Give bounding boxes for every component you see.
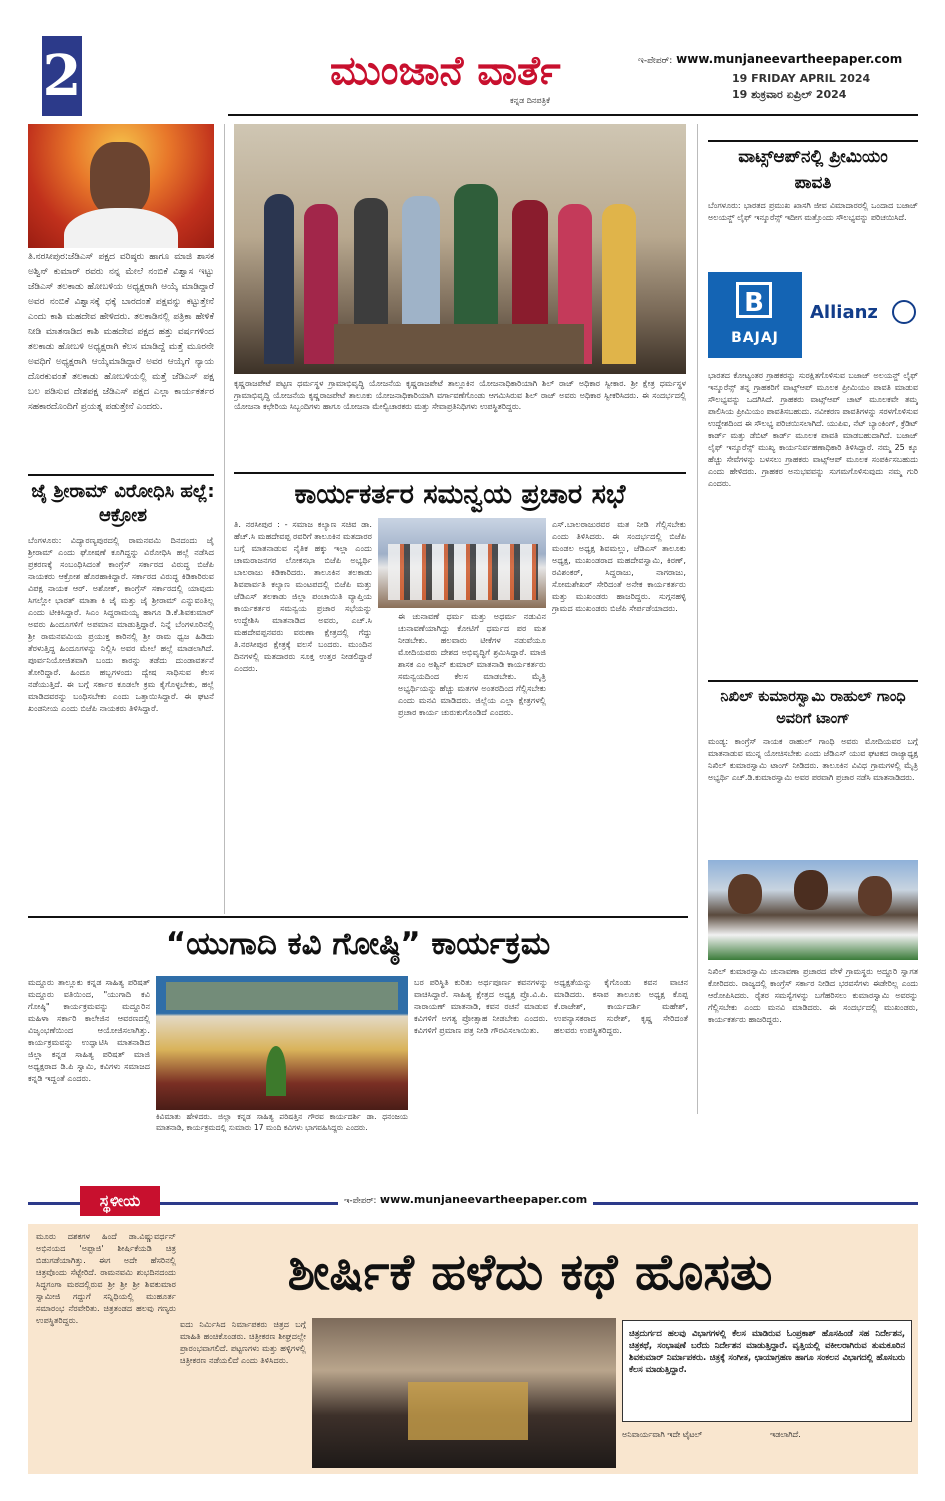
- whatsapp-body: ಭಾರತದ ಕೋಟ್ಯಂತರ ಗ್ರಾಹಕರನ್ನು ಸುರಕ್ಷಿತಗೊಳಿಸುವ ಬಜಾಜ್ ಅಲಯನ್ಜ್ ಲೈಫ್ ಇನ್ಶೂರೆನ್ಸ್ ತನ್ನ ಗ್ರಾಹಕರಿಗೆ ವಾಟ್ಸ್ಆಪ್ ಮೂಲಕ ಪ್ರೀಮಿಯಂ ಪಾವತಿ ಮಾಡುವ ಸೌಲಭ್ಯವನ್ನು ಒದಗಿಸಿದೆ. ಗ್ರಾಹಕರು ವಾಟ್ಸ್ಆಪ್ ಚಾಟ್ ಮೂಲಕವೇ ತಮ್ಮ ಪಾಲಿಸಿಯ ಪ್ರೀಮಿಯಂ ಪಾವತಿಸಬಹುದು. ನವೀಕರಣ ಪಾವತಿಗಳನ್ನು ಸರಳಗೊಳಿಸುವ ಉದ್ದೇಶದಿಂದ ಈ ಸೌಲಭ್ಯ ಪರಿಚಯಿಸಲಾಗಿದೆ. ಯುಪಿಐ, ನೆಟ್ ಬ್ಯಾಂಕಿಂಗ್, ಕ್ರೆಡಿಟ್ ಕಾರ್ಡ್ ಮತ್ತು ಡೆಬಿಟ್ ಕಾರ್ಡ್ ಮೂಲಕ ಪಾವತಿ ಮಾಡಬಹುದಾಗಿದೆ. ಬಜಾಜ್ ಲೈಫ್ ಇನ್ಶೂರೆನ್ಸ್ ಮುಖ್ಯ ಕಾರ್ಯನಿರ್ವಹಣಾಧಿಕಾರಿ ತಿಳಿಸಿದ್ದಾರೆ. ನಮ್ಮ 25 ಕ್ಕೂ ಹೆಚ್ಚು ಸೇವೆಗಳನ್ನು ಬಳಸಲು ಗ್ರಾಹಕರು ವಾಟ್ಸ್ಆಪ್ ಮೂಲಕ ಸಂಪರ್ಕಿಸಬಹುದು ಎಂದು ಹೇಳಿದರು. ಗ್ರಾಹಕರ ಅನುಭವವನ್ನು ಸುಗಮಗೊಳಿಸುವುದು ನಮ್ಮ ಗುರಿ ಎಂದರು.: [708, 371, 918, 488]
- left-story-body: ತಿ.ನರಸೀಪುರ:ಜೆಡಿಎಸ್ ಪಕ್ಷದ ವರಿಷ್ಠರು ಹಾಗೂ ಮಾಜಿ ಶಾಸಕ ಅಶ್ವಿನ್ ಕುಮಾರ್ ರವರು ನನ್ನ ಮೇಲೆ ನಂಬಿಕೆ ವಿಶ್ವಾಸ ಇಟ್ಟು ಜೆಡಿಎಸ್ ತಲಕಾಡು ಹೋಬಳಿಯ ಅಧ್ಯಕ್ಷರಾಗಿ ಆಯ್ಕೆ ಮಾಡಿದ್ದಾರೆ ಅವರ ನಂಬಿಕೆ ವಿಶ್ವಾಸಕ್ಕೆ ಧಕ್ಕೆ ಬಾರದಂತೆ ಪಕ್ಷವನ್ನು ಕಟ್ಟುತ್ತೇನೆ ಎಂದು ಕಾಶಿ ಮಹದೇವ ಹೇಳಿದರು. ತಲಕಾಡಿನಲ್ಲಿ ಪತ್ರಿಕಾ ಹೇಳಿಕೆ ನೀಡಿ ಮಾತನಾಡಿದ ಕಾಶಿ ಮಹದೇವ ಪಕ್ಷದ ಹತ್ತು ವರ್ಷಗಳಿಂದ ತಲಕಾಡು ಹೋಬಳಿ ಅಧ್ಯಕ್ಷರಾಗಿ ಕೆಲಸ ಮಾಡಿದ್ದೆ ಮತ್ತೆ ಮೂರನೇ ಅವಧಿಗೆ ಅಧ್ಯಕ್ಷರಾಗಿ ಆಯ್ಕೆಮಾಡಿದ್ದಾರೆ ಅವರ ಆಯ್ಕೆಗೆ ನ್ಯಾಯ ದೊರಕುವಂತೆ ತಲಕಾಡು ಹೋಬಳಿಯಲ್ಲಿ ಮತ್ತೆ ಜೆಡಿಎಸ್ ಪಕ್ಷ ಬಲ ಪಡಿಸುವ ದೇಶಪಕ್ಷ ಜೆಡಿಎಸ್ ಪಕ್ಷದ ಎಲ್ಲಾ ಕಾರ್ಯಕರ್ತರ ಸಹಕಾರದೊಂದಿಗೆ ಪ್ರಯತ್ನ ಪಡುತ್ತೇನೆ ಎಂದರು.: [28, 252, 214, 412]
- karyakarta-photo: [378, 518, 546, 608]
- right-divider-top: [708, 140, 918, 142]
- sthaliya-bar: [28, 1186, 918, 1220]
- yugadi-top-rule: [28, 916, 688, 918]
- jai-sriram-headline: ಜೈ ಶ್ರೀರಾಮ್ ವಿರೋಧಿಸಿ ಹಲ್ಲೆ: ಆಕ್ರೋಶ: [31, 481, 215, 526]
- yugadi-col2: ಕಿವಿಮಾತು ಹೇಳಿದರು. ಜಿಲ್ಲಾ ಕನ್ನಡ ಸಾಹಿತ್ಯ ಪರಿಷತ್ತಿನ ಗೌರವ ಕಾರ್ಯದರ್ಶಿ ಡಾ. ಧನಂಜಯ ಮಾತನಾಡಿ, ಕಾರ್ಯಕ್ರಮದಲ್ಲಿ ಸುಮಾರು 17 ಮಂದಿ ಕವಿಗಳು ಭಾಗವಹಿಸಿದ್ದರು ಎಂದರು.: [156, 1112, 408, 1132]
- whatsapp-intro: ಬೆಂಗಳೂರು: ಭಾರತದ ಪ್ರಮುಖ ಖಾಸಗಿ ಜೀವ ವಿಮಾದಾರರಲ್ಲಿ ಒಂದಾದ ಬಜಾಜ್ ಅಲಯನ್ಜ್ ಲೈಫ್ ಇನ್ಶೂರೆನ್ಸ್ ಇದೀಗ ಮತ್ತೊಂದು ಸೌಲಭ್ಯವನ್ನು ಪರಿಚಯಿಸಿದೆ.: [708, 201, 918, 222]
- masthead-rule: [228, 114, 918, 116]
- jai-sriram-body: ಬೆಂಗಳೂರು: ವಿದ್ಯಾರಣ್ಯಪುರದಲ್ಲಿ ರಾಮನವಮಿ ದಿನದಂದು ಜೈ ಶ್ರೀರಾಮ್ ಎಂದು ಘೋಷಣೆ ಕೂಗಿದ್ದನ್ನು ವಿರೋಧಿಸಿ ಹಲ್ಲೆ ನಡೆಸಿದ ಪ್ರಕರಣಕ್ಕೆ ಸಂಬಂಧಿಸಿದಂತೆ ಕಾಂಗ್ರೆಸ್ ಸರ್ಕಾರದ ವಿರುದ್ಧ ಬಿಜೆಪಿ ನಾಯಕರು ಆಕ್ರೋಶ ಹೊರಹಾಕಿದ್ದಾರೆ. ಸರ್ಕಾರದ ವಿರುದ್ಧ ಕಿಡಿಕಾರಿರುವ ವಿಪಕ್ಷ ನಾಯಕ ಆರ್. ಅಶೋಕ್, ಕಾಂಗ್ರೆಸ್ ಸರ್ಕಾರದಲ್ಲಿ ಯಾವುದು ಸಿಗಲ್ಲೋ ಭಾರತ್ ಮಾತಾ ಕಿ ಜೈ ಮತ್ತು ಜೈ ಶ್ರೀರಾಮ್ ಎನ್ನುವಂತಿಲ್ಲ ಎಂದು ಟೀಕಿಸಿದ್ದಾರೆ. ಸಿಎಂ ಸಿದ್ದರಾಮಯ್ಯ ಹಾಗೂ ಡಿ.ಕೆ.ಶಿವಕುಮಾರ್ ಅವರು ಹಿಂದೂಗಳಿಗೆ ಅಪಮಾನ ಮಾಡುತ್ತಿದ್ದಾರೆ. ನಿನ್ನೆ ಬೆಂಗಳೂರಿನಲ್ಲಿ ಶ್ರೀ ರಾಮನವಮಿಯ ಪ್ರಯುಕ್ತ ಕಾರಿನಲ್ಲಿ ಶ್ರೀ ರಾಮ ಧ್ವಜ ಹಿಡಿದು ತೆರಳುತ್ತಿದ್ದ ಹಿಂದೂಗಳನ್ನು ನಿಲ್ಲಿಸಿ ಅವರ ಮೇಲೆ ಹಲ್ಲೆ ಮಾಡಲಾಗಿದೆ. ಪೂರ್ವನಿಯೋಜಿತವಾಗಿ ಬಂದು ಕಾರನ್ನು ತಡೆದು ದುಂಡಾವರ್ತನೆ ತೋರಿದ್ದಾರೆ. ಹಿಂದೂ ಹಬ್ಬಗಳಂದು ದ್ವೇಷ ಸಾಧಿಸುವ ಕೆಲಸ ನಡೆಯುತ್ತಿದೆ. ಈ ಬಗ್ಗೆ ಸರ್ಕಾರ ಕೂಡಲೇ ಕ್ರಮ ಕೈಗೊಳ್ಳಬೇಕು, ಹಲ್ಲೆ ಮಾಡಿದವರನ್ನು ಬಂಧಿಸಬೇಕು ಎಂದು ಒತ್ತಾಯಿಸಿದ್ದಾರೆ. ಈ ಘಟನೆ ಖಂಡನೀಯ ಎಂದು ಬಿಜೆಪಿ ನಾಯಕರು ತಿಳಿಸಿದ್ದಾರೆ.: [28, 535, 214, 713]
- epaper-prefix: ಇ-ಪೇಪರ್:: [638, 56, 673, 66]
- yugadi-col3: ಬರ ಪರಿಸ್ಥಿತಿ ಕುರಿತು ಅರ್ಥಪೂರ್ಣ ಕವನಗಳನ್ನು ವಾಚಿಸಿದ್ದಾರೆ. ಸಾಹಿತ್ಯ ಕ್ಷೇತ್ರದ ಅಧ್ಯಕ್ಷ ಪ್ರೊ.ವಿ.ಪಿ. ನಾರಾಯಣ್ ಮಾತನಾಡಿ, ಕವನ ರಚನೆ ಮಾಡುವ ಕವಿಗಳಿಗೆ ಅಗತ್ಯ ಪ್ರೋತ್ಸಾಹ ನೀಡಬೇಕು ಎಂದರು. ಕವಿಗಳಿಗೆ ಪ್ರಮಾಣ ಪತ್ರ ನೀಡಿ ಗೌರವಿಸಲಾಯಿತು.: [414, 977, 548, 1035]
- column-separator-left: [224, 124, 225, 914]
- film-footer-left: ಅನಿವಾರ್ಯವಾಗಿ ಇದೇ ಟೈಟಲ್: [622, 1430, 703, 1439]
- date-english: 19 FRIDAY APRIL 2024: [732, 72, 871, 85]
- masthead-subtitle: ಕನ್ನಡ ದಿನಪತ್ರಿಕೆ: [510, 96, 551, 105]
- film-col1: ಮೂರು ದಶಕಗಳ ಹಿಂದೆ ಡಾ.ವಿಷ್ಣುವರ್ಧನ್ ಅಭಿನಯದ 'ಅಪ್ಪಾಜಿ' ಶೀರ್ಷಿಕೆಯಡಿ ಚಿತ್ರ ಬಿಡುಗಡೆಯಾಗಿತ್ತು. ಈಗ ಅದೇ ಹೆಸರಿನಲ್ಲಿ ಚಿತ್ರವೊಂದು ಸೆಟ್ಟೇರಿದೆ. ರಾಮನವಮಿ ಶುಭದಿನದಂದು ಸಿದ್ಧಗಂಗಾ ಮಠದಲ್ಲಿರುವ ಶ್ರೀ ಶ್ರೀ ಶ್ರೀ ಶಿವಕುಮಾರ ಸ್ವಾಮೀಜಿ ಗದ್ದುಗೆ ಸನ್ನಿಧಿಯಲ್ಲಿ ಮುಹೂರ್ತ ಸಮಾರಂಭ ನೆರವೇರಿತು. ಚಿತ್ರತಂಡದ ಹಲವು ಗಣ್ಯರು ಉಪಸ್ಥಿತರಿದ್ದರು.: [36, 1231, 176, 1325]
- sthaliya-label: ಸ್ಥಳೀಯ: [80, 1186, 160, 1216]
- film-photo: [312, 1318, 616, 1468]
- bajaj-brand: BAJAJ: [731, 330, 779, 346]
- office-photo: [234, 124, 686, 374]
- epaper-line: [638, 52, 902, 66]
- page-number-box: [42, 36, 82, 116]
- date-kannada: 19 ಶುಕ್ರವಾರ ಏಪ್ರಿಲ್ 2024: [732, 88, 847, 101]
- sthaliya-epaper-url[interactable]: www.munjaneevartheepaper.com: [379, 1193, 588, 1206]
- yugadi-headline: “ಯುಗಾದಿ ಕವಿ ಗೋಷ್ಠಿ” ಕಾರ್ಯಕ್ರಮ: [165, 926, 551, 962]
- yugadi-photo: [156, 976, 408, 1110]
- film-col2: ಐದು ನಿರ್ಮಿಸಿದ ನಿರ್ಮಾಪಕರು ಚಿತ್ರದ ಬಗ್ಗೆ ಮಾಹಿತಿ ಹಂಚಿಕೊಂಡರು. ಚಿತ್ರೀಕರಣ ಶೀಘ್ರದಲ್ಲೇ ಪ್ರಾರಂಭವಾಗಲಿದೆ. ಪಟ್ಟಣಗಳು ಮತ್ತು ಹಳ್ಳಿಗಳಲ್ಲಿ ಚಿತ್ರೀಕರಣ ನಡೆಯಲಿದೆ ಎಂದು ತಿಳಿಸಿದರು.: [180, 1319, 306, 1365]
- sthaliya-epaper: [338, 1193, 593, 1206]
- whatsapp-headline: ವಾಟ್ಸ್ಆಪ್‌ನಲ್ಲಿ ಪ್ರೀಮಿಯಂ ಪಾವತಿ: [738, 147, 888, 193]
- film-info-text: ಚಿತ್ರದುರ್ಗದ ಹಲವು ವಿಭಾಗಗಳಲ್ಲಿ ಕೆಲಸ ಮಾಡಿರುವ ಓಂಪ್ರಕಾಶ್ ಹೊಸಹಿಂಡೆ ಸಹ ನಿರ್ದೇಶನ, ಚಿತ್ರಕಥೆ, ಸಂಭಾಷಣೆ ಬರೆದು ನಿರ್ದೇಶನ ಮಾಡುತ್ತಿದ್ದಾರೆ. ವೃತ್ತಿಯಲ್ಲಿ ವಕೀಲರಾಗಿರುವ ತುಮಕೂರಿನ ಶಿವಕುಮಾರ್ ನಿರ್ಮಾಪಕರು. ಚಿತ್ರಕ್ಕೆ ಸಂಗೀತ, ಛಾಯಾಗ್ರಹಣ ಹಾಗೂ ಸಂಕಲನ ವಿಭಾಗದಲ್ಲಿ ಹೊಸಬರು ಕೆಲಸ ಮಾಡುತ್ತಿದ್ದಾರೆ.: [629, 1328, 905, 1374]
- column-separator-right: [697, 124, 698, 1114]
- bajaj-b-icon: B: [736, 282, 772, 318]
- yugadi-col1: ಮದ್ದೂರು ತಾಲ್ಲೂಕು ಕನ್ನಡ ಸಾಹಿತ್ಯ ಪರಿಷತ್ ಮದ್ದೂರು ವತಿಯಿಂದ, "ಯುಗಾದಿ ಕವಿ ಗೋಷ್ಠಿ" ಕಾರ್ಯಕ್ರಮವನ್ನು ಮದ್ದೂರಿನ ಮಹಿಳಾ ಸರ್ಕಾರಿ ಕಾಲೇಜಿನ ಆವರಣದಲ್ಲಿ ವಿಜೃಂಭಣೆಯಿಂದ ಆಯೋಜಿಸಲಾಗಿತ್ತು. ಕಾರ್ಯಕ್ರಮವನ್ನು ಉದ್ಘಾಟಿಸಿ ಮಾತನಾಡಿದ ಜಿಲ್ಲಾ ಕನ್ನಡ ಸಾಹಿತ್ಯ ಪರಿಷತ್ ಮಾಜಿ ಅಧ್ಯಕ್ಷರಾದ ಡಿ.ಪಿ ಸ್ವಾಮಿ, ಕವಿಗಳು ಸಮಾಜದ ಕನ್ನಡಿ ಇದ್ದಂತೆ ಎಂದರು.: [28, 977, 150, 1083]
- masthead: [0, 0, 945, 120]
- left-portrait: [28, 124, 214, 248]
- film-info-box: [622, 1320, 912, 1422]
- allianz-logo: [806, 296, 918, 336]
- bajaj-logo: [708, 272, 802, 358]
- allianz-brand: Allianz: [810, 302, 878, 323]
- karyakarta-headline: ಕಾರ್ಯಕರ್ತರ ಸಮನ್ವಯ ಪ್ರಚಾರ ಸಭೆ: [294, 479, 626, 510]
- office-photo-caption: ಕೃಷ್ಣರಾಜಪೇಟೆ ಪಟ್ಟಣ ಧರ್ಮಸ್ಥಳ ಗ್ರಾಮಾಭಿವೃದ್ಧಿ ಯೋಜನೆಯ ಕೃಷ್ಣರಾಜಪೇಟೆ ತಾಲ್ಲೂಕಿನ ಯೋಜನಾಧಿಕಾರಿಯಾಗಿ ಶಿಲ್ ರಾಜ್ ಅಧಿಕಾರ ಸ್ವೀಕಾರ. ಶ್ರೀ ಕ್ಷೇತ್ರ ಧರ್ಮಸ್ಥಳ ಗ್ರಾಮಾಭಿವೃದ್ಧಿ ಯೋಜನೆಯ ಕೃಷ್ಣರಾಜಪೇಟೆ ತಾಲೂಕು ಯೋಜನಾಧಿಕಾರಿಯಾಗಿ ವರ್ಗಾವಣೆಗೊಂಡು ಆಗಮಿಸಿರುವ ಶಿಲ್ ರಾಜ್ ಅವರು ಅಧಿಕಾರ ಸ್ವೀಕರಿಸಿದರು. ಈ ಸಂದರ್ಭದಲ್ಲಿ ಯೋಜನಾ ಕಛೇರಿಯ ಸಿಬ್ಬಂದಿಗಳು ಹಾಗೂ ಯೋಜನಾ ಮೇಲ್ವಿಚಾರಕರು ಮತ್ತು ಸೇವಾಪ್ರತಿನಿಧಿಗಳು ಉಪಸ್ಥಿತರಿದ್ದರು.: [234, 379, 686, 411]
- center-divider: [234, 472, 686, 474]
- right-divider-mid: [708, 680, 918, 682]
- nikhil-body: ಮಂಡ್ಯ: ಕಾಂಗ್ರೆಸ್ ನಾಯಕ ರಾಹುಲ್ ಗಾಂಧಿ ಅವರು ಮೋದಿಯವರ ಬಗ್ಗೆ ಮಾತನಾಡುವ ಮುನ್ನ ಯೋಚಿಸಬೇಕು ಎಂದು ಜೆಡಿಎಸ್ ಯುವ ಘಟಕದ ರಾಜ್ಯಾಧ್ಯಕ್ಷ ನಿಖಿಲ್ ಕುಮಾರಸ್ವಾಮಿ ಟಾಂಗ್ ನೀಡಿದರು. ತಾಲೂಕಿನ ವಿವಿಧ ಗ್ರಾಮಗಳಲ್ಲಿ ಮೈತ್ರಿ ಅಭ್ಯರ್ಥಿ ಎಚ್.ಡಿ.ಕುಮಾರಸ್ವಾಮಿ ಅವರ ಪರವಾಗಿ ಪ್ರಚಾರ ನಡೆಸಿ ಮಾತನಾಡಿದರು.: [708, 737, 918, 782]
- masthead-title: ಮುಂಜಾನೆ ವಾರ್ತೆ: [330, 48, 561, 94]
- nikhil-photo: [708, 860, 918, 960]
- film-footer-right: ಇಡಲಾಗಿದೆ.: [770, 1430, 801, 1439]
- karyakarta-col2: ಈ ಚುನಾವಣೆ ಧರ್ಮ ಮತ್ತು ಅಧರ್ಮ ನಡುವಿನ ಚುನಾವಣೆಯಾಗಿದ್ದು ಕೋಟಿಗೆ ಧರ್ಮದ ಪರ ಮತ ನೀಡಬೇಕು. ಹಲವಾರು ಟೀಕೆಗಳ ನಡುವೆಯೂ ಮೋದಿಯವರು ದೇಶದ ಅಭಿವೃದ್ಧಿಗೆ ಶ್ರಮಿಸಿದ್ದಾರೆ. ಮಾಜಿ ಶಾಸಕ ಎಂ ಅಶ್ವಿನ್ ಕುಮಾರ್ ಮಾತನಾಡಿ ಕಾರ್ಯಕರ್ತರು ಸಮನ್ವಯದಿಂದ ಕೆಲಸ ಮಾಡಬೇಕು. ಮೈತ್ರಿ ಅಭ್ಯರ್ಥಿಯನ್ನು ಹೆಚ್ಚು ಮತಗಳ ಅಂತರದಿಂದ ಗೆಲ್ಲಿಸಬೇಕು ಎಂದು ಮನವಿ ಮಾಡಿದರು. ಜಿಲ್ಲೆಯ ಎಲ್ಲಾ ಕ್ಷೇತ್ರಗಳಲ್ಲಿ ಪ್ರಚಾರ ಕಾರ್ಯ ಚುರುಕುಗೊಂಡಿದೆ ಎಂದರು.: [398, 611, 546, 717]
- nikhil-headline: ನಿಖಿಲ್ ಕುಮಾರಸ್ವಾಮಿ ರಾಹುಲ್ ಗಾಂಧಿ ಅವರಿಗೆ ಟಾಂಗ್: [720, 689, 906, 727]
- left-divider: [28, 474, 214, 476]
- allianz-eagle-icon: [892, 300, 916, 324]
- epaper-url[interactable]: www.munjaneevartheepaper.com: [676, 52, 903, 66]
- film-headline: ಶೀರ್ಷಿಕೆ ಹಳೆದು ಕಥೆ ಹೊಸತು: [287, 1243, 773, 1301]
- page-number: 2: [42, 43, 82, 109]
- karyakarta-col1: ತಿ. ನರಸೀಪುರ : - ಸಮಾಜ ಕಲ್ಯಾಣ ಸಚಿವ ಡಾ. ಹೆಚ್.ಸಿ ಮಹದೇವಪ್ಪ ರವರಿಗೆ ತಾಲೂಕಿನ ಮತದಾರರ ಬಗ್ಗೆ ಮಾತನಾಡುವ ನೈತಿಕ ಹಕ್ಕು ಇಲ್ಲಾ ಎಂದು ಚಾಮರಾಜನಗರ ಲೋಕಸಭಾ ಬಿಜೆಪಿ ಅಭ್ಯರ್ಥಿ ಬಾಲರಾಜು ಕಿಡಿಕಾರಿದರು. ತಾಲೂಕಿನ ತಲಕಾಡು ಶಿವಪಾರ್ವತಿ ಕಲ್ಯಾಣ ಮಂಟಪದಲ್ಲಿ ಬಿಜೆಪಿ ಮತ್ತು ಜೆಡಿಎಸ್ ತಲಕಾಡು ಜಿಲ್ಲಾ ಪಂಚಾಯಿತಿ ವ್ಯಾಪ್ತಿಯ ಕಾರ್ಯಕರ್ತರ ಸಮನ್ವಯ ಪ್ರಚಾರ ಸಭೆಯನ್ನು ಉದ್ದೇಶಿಸಿ ಮಾತನಾಡಿದ ಅವರು, ಎಚ್.ಸಿ ಮಹದೇವಪ್ಪನವರು ವರುಣಾ ಕ್ಷೇತ್ರದಲ್ಲಿ ಗೆದ್ದು ತಿ.ನರಸೀಪುರ ಕ್ಷೇತ್ರಕ್ಕೆ ವಲಸೆ ಬಂದರು. ಮುಂದಿನ ದಿನಗಳಲ್ಲಿ ಮತದಾರರು ಸೂಕ್ತ ಉತ್ತರ ನೀಡಲಿದ್ದಾರೆ ಎಂದರು.: [234, 519, 372, 673]
- karyakarta-col3: ಎಸ್.ಬಾಲರಾಜುರವರ ಮತ ನೀಡಿ ಗೆಲ್ಲಿಸಬೇಕು ಎಂದು ತಿಳಿಸಿದರು. ಈ ಸಂದರ್ಭದಲ್ಲಿ ಬಿಜೆಪಿ ಮಂಡಲ ಅಧ್ಯಕ್ಷ ಶಿವಮಲ್ಲು, ಜೆಡಿಎಸ್ ತಾಲೂಕು ಅಧ್ಯಕ್ಷ, ಮುಖಂಡರಾದ ಮಹದೇವಸ್ವಾಮಿ, ಕಿರಣ್, ರವಿಶಂಕರ್, ಸಿದ್ದರಾಜು, ನಾಗರಾಜು, ಸೋಮಶೇಖರ್ ಸೇರಿದಂತೆ ಅನೇಕ ಕಾರ್ಯಕರ್ತರು ಮತ್ತು ಮುಖಂಡರು ಹಾಜರಿದ್ದರು. ಸುಗ್ಗನಹಳ್ಳಿ ಗ್ರಾಮದ ಮುಖಂಡರು ಬಿಜೆಪಿ ಸೇರ್ಪಡೆಯಾದರು.: [552, 519, 686, 613]
- nikhil-body-2: ನಿಖಿಲ್ ಕುಮಾರಸ್ವಾಮಿ ಚುನಾವಣಾ ಪ್ರಚಾರದ ವೇಳೆ ಗ್ರಾಮಸ್ಥರು ಅದ್ದೂರಿ ಸ್ವಾಗತ ಕೋರಿದರು. ರಾಜ್ಯದಲ್ಲಿ ಕಾಂಗ್ರೆಸ್ ಸರ್ಕಾರ ನೀಡಿದ ಭರವಸೆಗಳು ಈಡೇರಿಲ್ಲ ಎಂದು ಆರೋಪಿಸಿದರು. ರೈತರ ಸಮಸ್ಯೆಗಳನ್ನು ಬಗೆಹರಿಸಲು ಕುಮಾರಸ್ವಾಮಿ ಅವರನ್ನು ಗೆಲ್ಲಿಸಬೇಕು ಎಂದು ಮನವಿ ಮಾಡಿದರು. ಈ ಸಂದರ್ಭದಲ್ಲಿ ಮುಖಂಡರು, ಕಾರ್ಯಕರ್ತರು ಹಾಜರಿದ್ದರು.: [708, 967, 918, 1024]
- yugadi-col4: ಅಧ್ಯಕ್ಷತೆಯನ್ನು ಕೈಗೊಂಡು ಕವನ ವಾಚನ ಮಾಡಿದರು. ಕಸಾಪ ತಾಲೂಕು ಅಧ್ಯಕ್ಷ ಕೊಪ್ಪ ಕೆ.ರಾಜೇಶ್, ಕಾರ್ಯದರ್ಶಿ ಮಹೇಶ್, ಉಪನ್ಯಾಸಕರಾದ ಸುರೇಶ್, ಕೃಷ್ಣ ಸೇರಿದಂತೆ ಹಲವರು ಉಪಸ್ಥಿತರಿದ್ದರು.: [554, 977, 688, 1035]
- sthaliya-epaper-prefix: ಇ-ಪೇಪರ್:: [344, 1196, 377, 1206]
